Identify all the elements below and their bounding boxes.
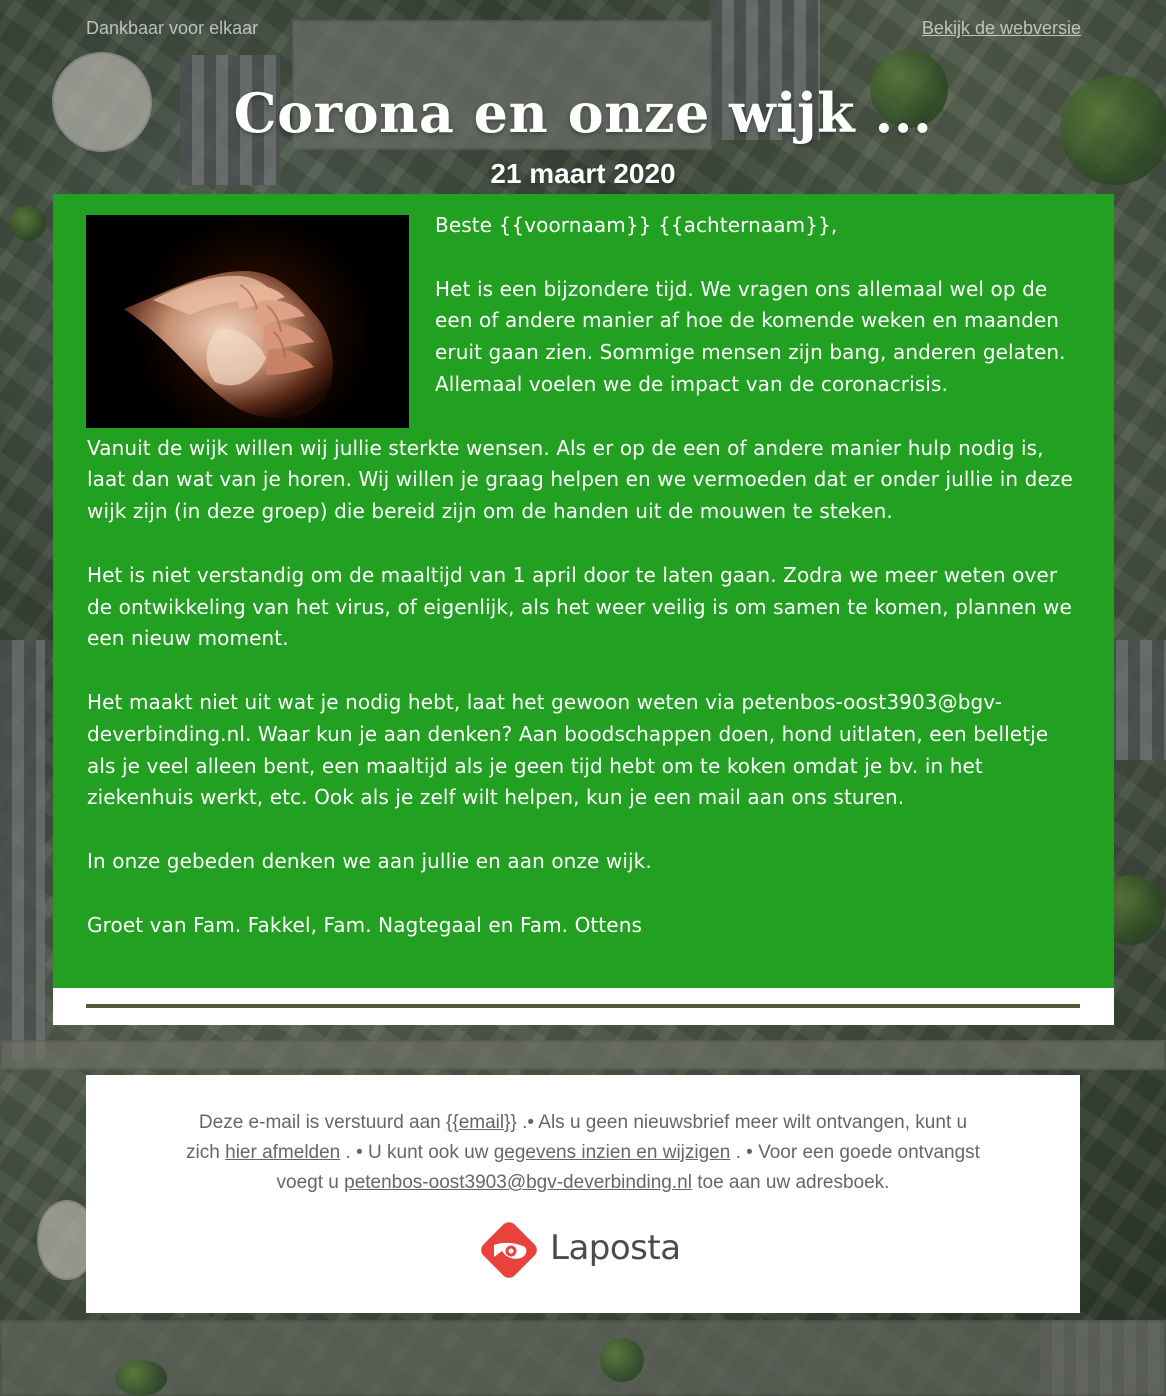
paragraph-meal: Het is niet verstandig om de maaltijd van 1 april door te laten gaan. Zodra we meer weten over de ontwikkeling van het virus, of eigenlijk, als het weer veilig is om samen te komen, plannen we een nieuw moment. <box>87 562 1072 651</box>
message-body <box>87 210 1082 973</box>
background-houses <box>0 1320 1166 1396</box>
laposta-post-horn-icon <box>477 1218 541 1282</box>
background-building <box>0 640 45 1060</box>
paragraph-support: Vanuit de wijk willen wij jullie sterkte wensen. Als er op de een of andere manier hulp nodig is, laat dan wat van je horen. Wij willen je graag helpen en we vermoeden dat er onder jullie in deze wijk zijn (in deze groep) die bereid zijn om de handen uit de mouwen te steken. <box>87 435 1073 524</box>
footer-card <box>86 1075 1080 1313</box>
profile-link[interactable]: gegevens inzien en wijzigen <box>493 1142 731 1163</box>
footer-after-profile: . • Voor een goede ontvangst voegt u <box>276 1142 980 1193</box>
footer-middle-text: . • U kunt ook uw <box>345 1142 494 1163</box>
footer-notice <box>182 1108 984 1198</box>
footer-address-suffix: toe aan uw adresboek. <box>697 1172 890 1193</box>
paragraph-impact: Het is een bijzondere tijd. We vragen ons allemaal wel op de een of andere manier af hoe de komende weken en maanden eruit gaan zien. Sommige mensen zijn bang, anderen gelaten. Allemaal voelen we de impact van de coronacrisis. <box>435 276 1066 396</box>
dankbaar-link[interactable]: Dankbaar voor elkaar <box>86 18 259 38</box>
signature-line: Groet van Fam. Fakkel, Fam. Nagtegaal en Fam. Ottens <box>87 912 643 937</box>
paragraph-help-request: Het maakt niet uit wat je nodig hebt, laat het gewoon weten via petenbos-oost3903@bgv-deverbinding.nl. Waar kun je aan denken? Aan boodschappen doen, hond uitlaten, een belletje als je veel alleen bent, een maaltijd als je geen tijd hebt om te koken omdat je bv. in het ziekenhuis werkt, etc. Ook als je zelf wilt helpen, kun je een mail aan ons sturen. <box>87 689 1049 810</box>
background-tree <box>10 205 46 241</box>
background-tree <box>115 1360 167 1396</box>
footer-email-link[interactable]: {{email}} <box>446 1112 517 1133</box>
background-tree <box>600 1338 644 1382</box>
address-link[interactable]: petenbos-oost3903@bgv-deverbinding.nl <box>344 1172 692 1193</box>
laposta-logo[interactable] <box>477 1218 689 1282</box>
unsubscribe-link[interactable]: hier afmelden <box>225 1142 341 1163</box>
image-text-wrap-space <box>87 210 435 428</box>
laposta-logo-text: Laposta <box>550 1228 681 1268</box>
newsletter-title: Corona en onze wijk ... <box>233 81 933 145</box>
webversion-link[interactable]: Bekijk de webversie <box>921 18 1081 38</box>
content-divider <box>86 1004 1080 1008</box>
top-links-bar <box>86 18 1081 42</box>
greeting-line: Beste {{voornaam}} {{achternaam}}, <box>435 213 838 237</box>
newsletter-content-card <box>53 194 1114 1025</box>
background-street <box>0 1040 1166 1070</box>
newsletter-date: 21 maart 2020 <box>490 158 676 189</box>
footer-sent-to-suffix: .• Als u geen nieuwsbrief meer wilt ontvangen, kunt u zich <box>186 1112 968 1163</box>
paragraph-prayer: In onze gebeden denken we aan jullie en aan onze wijk. <box>87 848 652 873</box>
footer-sent-to-prefix: Deze e-mail is verstuurd aan <box>198 1112 447 1133</box>
